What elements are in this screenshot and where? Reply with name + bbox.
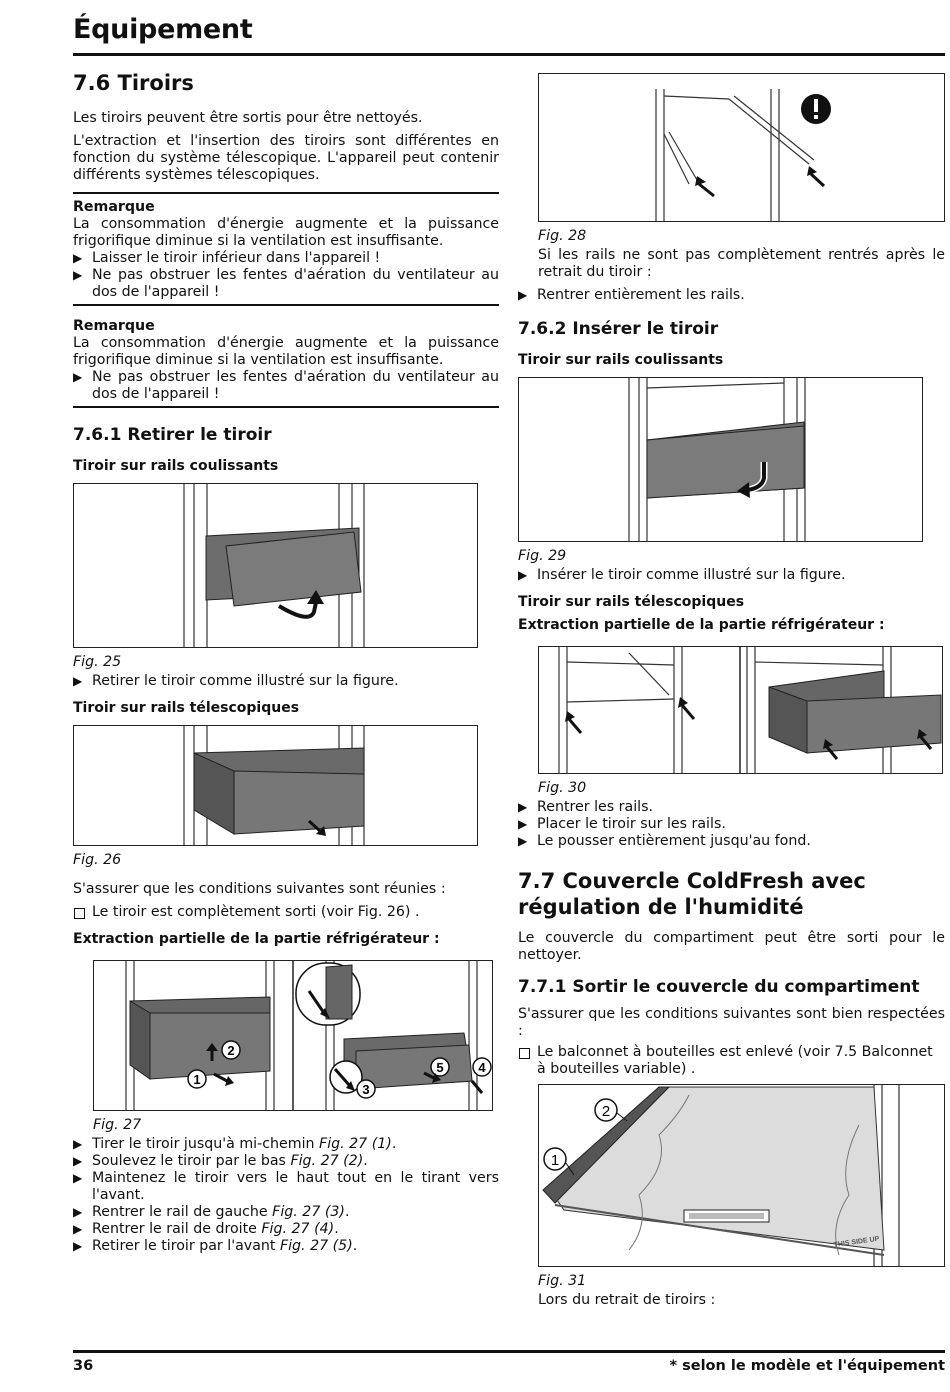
remark-box-2 xyxy=(73,306,499,408)
figure-reference: Fig. 27 (1) xyxy=(319,1136,392,1152)
step-bullet xyxy=(73,1170,499,1204)
step-text: Rentrer le rail de droite xyxy=(92,1221,262,1237)
intro-paragraph-1: Les tiroirs peuvent être sortis pour être nettoyés. xyxy=(73,110,423,126)
step-number-1 xyxy=(188,1070,206,1088)
rails-retract-illustration xyxy=(539,74,944,221)
heading-partial-extraction: Extraction partielle de la partie réfrigérateur : xyxy=(73,931,440,947)
figure-30 xyxy=(538,646,943,774)
figure-reference: Fig. 27 (2) xyxy=(290,1153,364,1169)
telescopic-drawer-illustration xyxy=(74,726,477,845)
heading-sliding-rails: Tiroir sur rails coulissants xyxy=(518,352,724,368)
intro-paragraph-2: L'extraction et l'insertion des tiroirs sont différentes en fonction du système télescopique. L'appareil peut contenir différents systèmes télescopiques. xyxy=(73,133,499,183)
figure-reference: Fig. 27 (5) xyxy=(279,1238,353,1254)
header-rule xyxy=(73,53,945,56)
step-end: . xyxy=(352,1238,358,1254)
step-number-3 xyxy=(357,1080,375,1098)
remark-title: Remarque xyxy=(73,199,155,215)
label-2: 2 xyxy=(227,1043,235,1058)
subsection-title-7-6-1: 7.6.1 Retirer le tiroir xyxy=(73,425,272,445)
figure-25-caption: Fig. 25 xyxy=(73,654,122,670)
figure-25 xyxy=(73,483,478,648)
page-header-title: Équipement xyxy=(73,14,253,45)
step-end: . xyxy=(344,1204,350,1220)
step-text: Soulevez le tiroir par le bas xyxy=(92,1153,291,1169)
step-text: Retirer le tiroir par l'avant xyxy=(92,1238,280,1254)
heading-telescopic-rails: Tiroir sur rails télescopiques xyxy=(518,594,745,610)
footer-rule xyxy=(73,1350,945,1353)
heading-telescopic-rails: Tiroir sur rails télescopiques xyxy=(73,700,300,716)
partial-extraction-illustration xyxy=(94,961,492,1110)
figure-29 xyxy=(518,377,923,542)
label-5: 5 xyxy=(436,1060,444,1075)
remark-text: La consommation d'énergie augmente et la puissance frigorifique diminue si la ventilation est insuffisante. xyxy=(73,335,499,368)
callout-2 xyxy=(595,1099,627,1121)
coldfresh-cover-illustration xyxy=(539,1085,944,1266)
heading-sliding-rails: Tiroir sur rails coulissants xyxy=(73,458,279,474)
step-end: . xyxy=(334,1221,339,1237)
left-column xyxy=(73,66,499,1255)
remark-bullet: ▶ Ne pas obstruer les fentes d'aération du ventilateur au dos de l'appareil ! xyxy=(73,369,499,403)
conditions-intro: S'assurer que les conditions suivantes sont réunies : xyxy=(73,881,446,897)
remark-box-1 xyxy=(73,192,499,306)
figure-29-caption: Fig. 29 xyxy=(518,548,567,564)
label-3: 3 xyxy=(362,1082,370,1097)
footer-note: * selon le modèle et l'équipement xyxy=(669,1358,945,1374)
section-title-7-7: 7.7 Couvercle ColdFresh avec régulation de l'humidité xyxy=(518,869,866,919)
figure-31-caption: Fig. 31 xyxy=(538,1273,587,1289)
step-end: . xyxy=(363,1153,368,1169)
remark-bullet: ▶ Ne pas obstruer les fentes d'aération du ventilateur au dos de l'appareil ! xyxy=(73,267,499,301)
figure-reference: Fig. 27 (4) xyxy=(261,1221,335,1237)
figure-28 xyxy=(538,73,945,222)
step-number-4 xyxy=(473,1058,491,1076)
label-1: 1 xyxy=(193,1072,201,1087)
drawer-insert-illustration xyxy=(519,378,922,541)
label-1: 1 xyxy=(550,1152,560,1169)
label-2: 2 xyxy=(601,1103,611,1120)
conditions-intro: S'assurer que les conditions suivantes sont bien respectées : xyxy=(518,1006,945,1039)
figure-26-caption: Fig. 26 xyxy=(73,852,122,868)
subsection-title-7-7-1: 7.7.1 Sortir le couvercle du compartiment xyxy=(518,977,920,997)
step-text: Maintenez le tiroir vers le haut tout en le tirant vers l'avant. xyxy=(92,1170,499,1203)
step-bullet xyxy=(73,1238,499,1255)
heading-partial-extraction: Extraction partielle de la partie réfrigérateur : xyxy=(518,617,885,633)
condition-checkbox-item: Le balconnet à bouteilles est enlevé (voir 7.5 Balconnet à bouteilles variable) . xyxy=(518,1044,945,1078)
step-text: Tirer le tiroir jusqu'à mi-chemin xyxy=(92,1136,320,1152)
section-7-7-text: Le couvercle du compartiment peut être sorti pour le nettoyer. xyxy=(518,930,945,963)
step-bullet: ▶ Placer le tiroir sur les rails. xyxy=(518,816,945,833)
step-bullet: ▶ Rentrer entièrement les rails. xyxy=(518,287,945,304)
remark-bullet: ▶ Laisser le tiroir inférieur dans l'appareil ! xyxy=(73,250,499,267)
step-bullet: ▶ Insérer le tiroir comme illustré sur la figure. xyxy=(518,567,945,584)
step-bullet: ▶ Rentrer les rails. xyxy=(518,799,945,816)
section-title-7-6: 7.6 Tiroirs xyxy=(73,71,194,95)
label-4: 4 xyxy=(478,1060,486,1075)
subsection-title-7-6-2: 7.6.2 Insérer le tiroir xyxy=(518,319,719,339)
figure-26 xyxy=(73,725,478,846)
telescopic-insert-illustration xyxy=(539,647,942,773)
step-bullet xyxy=(73,1204,499,1221)
step-number-2 xyxy=(222,1041,240,1059)
figure-28-caption: Fig. 28 xyxy=(538,228,587,244)
figure-27-caption: Fig. 27 xyxy=(93,1117,142,1133)
step-bullet: ▶ Le pousser entièrement jusqu'au fond. xyxy=(518,833,945,850)
step-text: Rentrer le rail de gauche xyxy=(92,1204,273,1220)
warning-icon xyxy=(801,94,831,124)
figure-31 xyxy=(538,1084,945,1267)
right-column xyxy=(518,73,945,1315)
page-number: 36 xyxy=(73,1358,94,1374)
this-side-up-stamp: THIS SIDE UP xyxy=(833,1235,880,1249)
condition-checkbox-item: Le tiroir est complètement sorti (voir Fig. 26) . xyxy=(73,904,499,921)
remark-title: Remarque xyxy=(73,318,155,334)
remark-text: La consommation d'énergie augmente et la puissance frigorifique diminue si la ventilation est insuffisante. xyxy=(73,216,499,249)
figure-30-caption: Fig. 30 xyxy=(538,780,587,796)
drawer-remove-illustration xyxy=(74,484,477,647)
step-end: . xyxy=(391,1136,397,1152)
step-bullet: ▶ Retirer le tiroir comme illustré sur la figure. xyxy=(73,673,499,690)
after-figure-text: Lors du retrait de tiroirs : xyxy=(538,1292,716,1308)
step-bullet xyxy=(73,1153,499,1170)
figure-27 xyxy=(93,960,493,1111)
step-bullet xyxy=(73,1136,499,1153)
step-bullet xyxy=(73,1221,499,1238)
step-number-5 xyxy=(431,1058,449,1076)
figure-28-text: Si les rails ne sont pas complètement rentrés après le retrait du tiroir : xyxy=(538,247,945,280)
figure-reference: Fig. 27 (3) xyxy=(272,1204,345,1220)
